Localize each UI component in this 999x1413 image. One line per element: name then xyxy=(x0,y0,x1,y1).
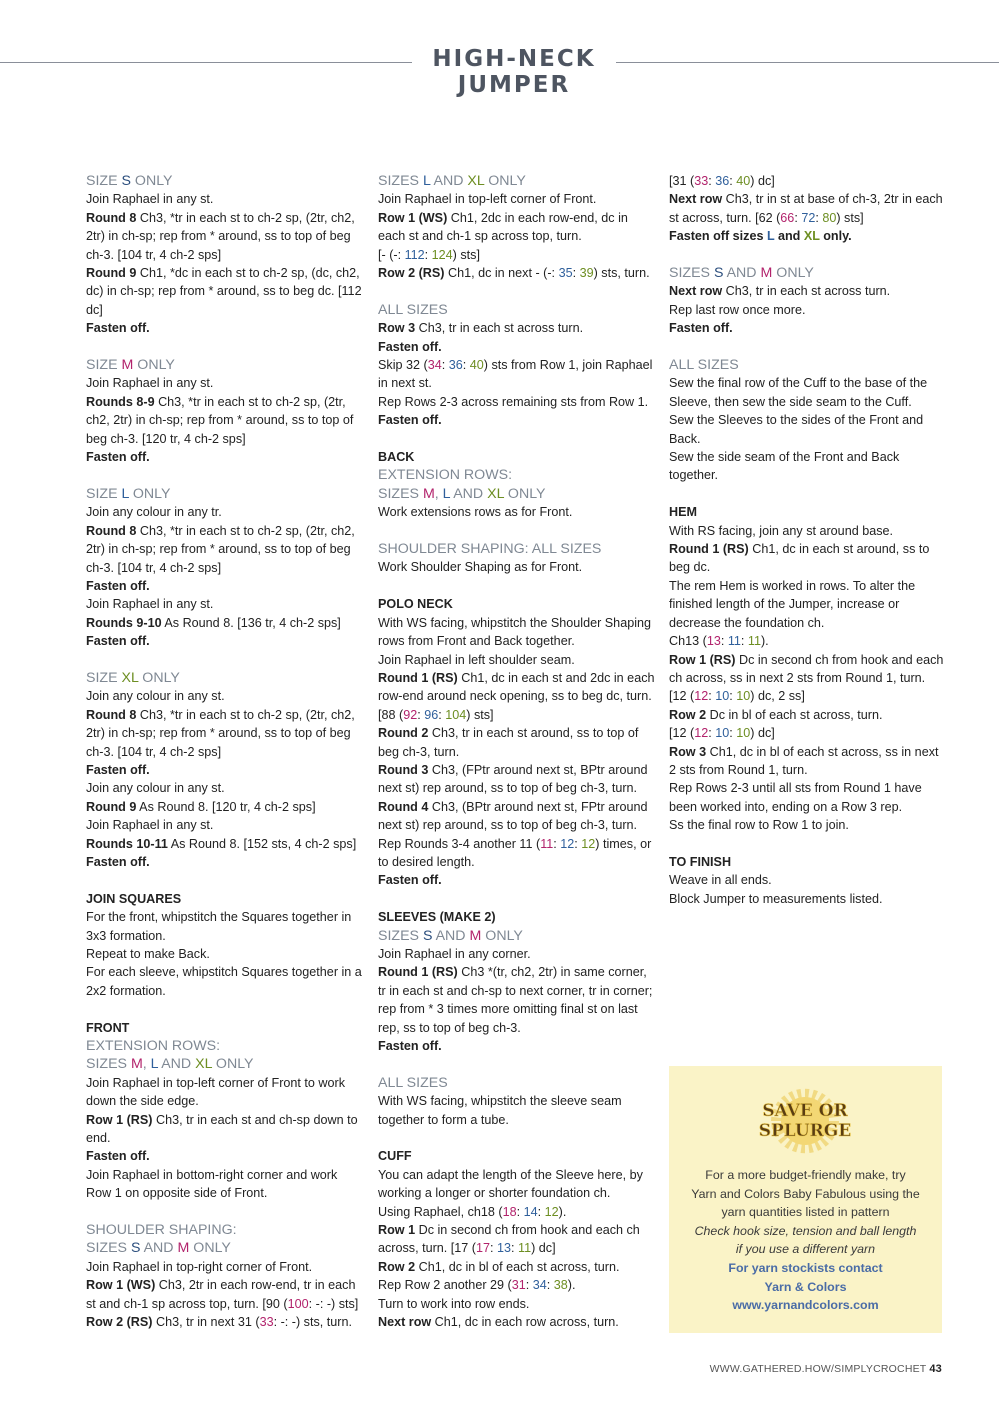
fasten-off: Fasten off. xyxy=(669,321,733,336)
instruction: Row 1 (RS) Ch3, tr in each st and ch-sp down to end. xyxy=(86,1112,358,1146)
column-1 xyxy=(86,172,364,1332)
text-line: You can adapt the length of the Sleeve here, by working a longer or shorter foundation ch. xyxy=(378,1167,643,1201)
text-line: Ch13 (13: 11: 11). xyxy=(669,634,769,649)
badge-text-line2: SPLURGE xyxy=(758,1121,852,1141)
text-line: For the front, whipstitch the Squares together in 3x3 formation. xyxy=(86,910,352,943)
section-heading-back: BACK xyxy=(378,450,415,465)
promo-line: Yarn and Colors Baby Fabulous using the xyxy=(691,1186,920,1201)
promo-text xyxy=(669,1166,942,1315)
text-line: Join any colour in any st. xyxy=(86,781,225,796)
fasten-off: Fasten off. xyxy=(86,321,150,336)
instruction: Round 9 As Round 8. [120 tr, 4 ch-2 sps] xyxy=(86,799,316,814)
section-heading-size-s: SIZE S ONLY xyxy=(86,173,173,189)
fasten-off: Fasten off. xyxy=(86,762,150,777)
instruction: Row 2 (RS) Ch3, tr in next 31 (33: -: -) sts, turn. xyxy=(86,1315,352,1330)
promo-line-contact: For yarn stockists contact xyxy=(728,1260,883,1275)
instruction: Round 1 (RS) Ch3 *(tr, ch2, 2tr) in same corner, tr in each st and ch-sp to next corner, tr in corner; rep from * 3 times more omitting final st on last rep, ss to top of beg ch-3. xyxy=(378,965,653,1035)
section-heading-sizes-l-xl: SIZES L AND XL ONLY xyxy=(378,173,526,189)
text-line: Join Raphael in any st. xyxy=(86,376,214,391)
badge-text-line1: SAVE OR xyxy=(762,1101,848,1121)
instruction: Row 2 Ch1, dc in bl of each st across, turn. xyxy=(378,1259,620,1274)
text-line: Sew the side seam of the Front and Back together. xyxy=(669,450,900,483)
subheading-sizes-s-m: SIZES S AND M ONLY xyxy=(378,927,523,944)
section-heading-all-sizes: ALL SIZES xyxy=(378,1074,448,1091)
text-line: Rep Row 2 another 29 (31: 34: 38). xyxy=(378,1278,576,1293)
text-line: Rep Rows 2-3 across remaining sts from Row 1. xyxy=(378,394,649,409)
promo-link[interactable]: www.yarnandcolors.com xyxy=(732,1298,879,1313)
section-heading-front: FRONT xyxy=(86,1020,130,1035)
text-line: Join Raphael in top-right corner of Front. xyxy=(86,1259,313,1274)
instruction: Round 3 Ch3, (FPtr around next st, BPtr around next st) rep around, ss to top of beg ch-3, turn. xyxy=(378,762,648,796)
instruction: Row 3 Ch1, dc in bl of each st across, ss in next 2 sts from Round 1, turn. xyxy=(669,744,939,777)
instruction: Row 1 Dc in second ch from hook and each ch across, turn. [17 (17: 13: 11) dc] xyxy=(378,1223,640,1256)
instruction: Fasten off sizes L and XL only. xyxy=(669,229,852,244)
section-heading-join-squares: JOIN SQUARES xyxy=(86,891,182,906)
instruction: Row 1 (RS) Dc in second ch from hook and each ch across, ss in next 2 sts from Round 1, turn. [12 (12: 10: 10) dc, 2 ss] xyxy=(669,652,944,704)
instruction: Round 8 Ch3, *tr in each st to ch-2 sp, (2tr, ch2, 2tr) in ch-sp; rep from * around, ss to top of beg ch-3. [104 tr, 4 ch-2 sps] xyxy=(86,210,355,262)
subheading-sizes-m-l-xl: SIZES M, L AND XL ONLY xyxy=(378,485,546,502)
instruction: Round 2 Ch3, tr in each st around, ss to top of beg ch-3, turn. xyxy=(378,726,639,759)
section-heading-cuff: CUFF xyxy=(378,1149,412,1164)
text-line: Join any colour in any tr. xyxy=(86,505,222,520)
page-title: HIGH-NECK JUMPER xyxy=(432,46,596,98)
instruction: Row 2 Dc in bl of each st across, turn. xyxy=(669,707,883,722)
instruction: Row 1 (WS) Ch3, 2tr in each row-end, tr in each st and ch-1 sp across top, turn. [90 (100: -: -) sts] xyxy=(86,1278,359,1311)
instruction: Rounds 10-11 As Round 8. [152 sts, 4 ch-2 sps] xyxy=(86,836,357,851)
subheading-shoulder-all-sizes: SHOULDER SHAPING: ALL SIZES xyxy=(378,541,602,558)
text-line: Join any colour in any st. xyxy=(86,689,225,704)
page-footer xyxy=(710,1363,942,1375)
text-line: Weave in all ends. xyxy=(669,873,772,888)
section-heading-all-sizes: ALL SIZES xyxy=(378,301,448,318)
instruction: Next row Ch1, dc in each row across, turn. xyxy=(378,1315,619,1330)
text-line: Join Raphael in bottom-right corner and work Row 1 on opposite side of Front. xyxy=(86,1167,338,1201)
fasten-off: Fasten off. xyxy=(378,1039,442,1054)
header-rule-left xyxy=(0,62,412,63)
section-heading-hem: HEM xyxy=(669,505,697,520)
instruction: Round 8 Ch3, *tr in each st to ch-2 sp, (2tr, ch2, 2tr) in ch-sp; rep from * around, ss to top of beg ch-3. [104 tr, 4 ch-2 sps] xyxy=(86,707,355,759)
text-line: With WS facing, whipstitch the sleeve seam together to form a tube. xyxy=(378,1094,622,1127)
instruction: Next row Ch3, tr in st at base of ch-3, 2tr in each st across, turn. [62 (66: 72: 80) sts] xyxy=(669,192,943,225)
text-line: Join Raphael in top-left corner of Front to work down the side edge. xyxy=(86,1075,345,1109)
subheading-sizes-m-l-xl: SIZES M, L AND XL ONLY xyxy=(86,1056,254,1073)
section-heading-polo-neck: POLO NECK xyxy=(378,597,453,612)
promo-line-italic: if you use a different yarn xyxy=(735,1242,876,1257)
text-line: Work Shoulder Shaping as for Front. xyxy=(378,560,583,575)
text-line: Join Raphael in left shoulder seam. xyxy=(378,652,575,667)
instruction: Row 2 (RS) Ch1, dc in next - (-: 35: 39) sts, turn. xyxy=(378,266,650,281)
section-heading-size-l: SIZE L ONLY xyxy=(86,485,171,502)
instruction: Round 9 Ch1, *dc in each st to ch-2 sp, (dc, ch2, dc) in ch-sp; rep from * around, ss to beg dc. [112 dc] xyxy=(86,266,362,317)
text-line: Repeat to make Back. xyxy=(86,947,210,961)
instruction: Round 1 (RS) Ch1, dc in each st around, ss to beg dc. xyxy=(669,542,930,575)
promo-line: For a more budget-friendly make, try xyxy=(705,1168,906,1182)
text-line: Join Raphael in any corner. xyxy=(378,946,531,961)
section-heading-to-finish: TO FINISH xyxy=(669,854,732,869)
instruction: Rounds 9-10 As Round 8. [136 tr, 4 ch-2 sps] xyxy=(86,615,341,630)
fasten-off: Fasten off. xyxy=(86,634,150,649)
instruction: Row 3 Ch3, tr in each st across turn. xyxy=(378,321,584,336)
text-line: Skip 32 (34: 36: 40) sts from Row 1, join Raphael in next st. xyxy=(378,358,653,391)
text-line: Work extensions rows as for Front. xyxy=(378,505,573,520)
text-line: [12 (12: 10: 10) dc] xyxy=(669,726,775,741)
fasten-off: Fasten off. xyxy=(86,1149,150,1164)
text-line: Join Raphael in top-left corner of Front. xyxy=(378,192,597,207)
save-or-splurge-badge xyxy=(748,1086,862,1156)
text-line: Ss the final row to Row 1 to join. xyxy=(669,818,849,833)
fasten-off: Fasten off. xyxy=(86,578,150,593)
subheading-shoulder-shaping: SHOULDER SHAPING: xyxy=(86,1222,237,1239)
text-line: Block Jumper to measurements listed. xyxy=(669,891,883,906)
footer-url[interactable]: WWW.GATHERED.HOW/SIMPLYCROCHET xyxy=(709,1363,927,1375)
instruction: Round 4 Ch3, (BPtr around next st, FPtr around next st) rep around, ss to top of beg ch-3, turn. xyxy=(378,799,648,833)
promo-line-brand: Yarn & Colors xyxy=(764,1279,847,1294)
subheading-extension-rows: EXTENSION ROWS: xyxy=(378,467,513,484)
text-line: With WS facing, whipstitch the Shoulder Shaping rows from Front and Back together. xyxy=(378,615,652,649)
instruction: Next row Ch3, tr in each st across turn. xyxy=(669,284,891,299)
text-line: [31 (33: 36: 40) dc] xyxy=(669,174,775,188)
subheading-extension-rows: EXTENSION ROWS: xyxy=(86,1038,221,1055)
page-number: 43 xyxy=(929,1363,942,1375)
section-heading-size-xl: SIZE XL ONLY xyxy=(86,669,180,686)
fasten-off: Fasten off. xyxy=(86,450,150,465)
text-line: Rep Rows 2-3 until all sts from Round 1 have been worked into, ending on a Row 3 rep. xyxy=(669,781,922,814)
text-line: Sew the final row of the Cuff to the base of the Sleeve, then sew the side seam to the Cuff. xyxy=(669,376,928,409)
column-2 xyxy=(378,172,656,1331)
fasten-off: Fasten off. xyxy=(378,873,442,888)
text-line: For each sleeve, whipstitch Squares together in a 2x2 formation. xyxy=(86,965,362,998)
fasten-off: Fasten off. xyxy=(378,413,442,428)
instruction: Row 1 (WS) Ch1, 2dc in each row-end, dc in each st and ch-1 sp across top, turn. xyxy=(378,210,628,244)
text-line: [- (-: 112: 124) sts] xyxy=(378,247,480,262)
section-heading-all-sizes: ALL SIZES xyxy=(669,357,739,374)
column-3 xyxy=(669,172,945,908)
text-line: Join Raphael in any st. xyxy=(86,597,214,612)
text-line: Sew the Sleeves to the sides of the Front and Back. xyxy=(669,413,924,446)
section-heading-size-m: SIZE M ONLY xyxy=(86,357,175,374)
text-line: With RS facing, join any st around base. xyxy=(669,523,894,538)
promo-line: yarn quantities listed in pattern xyxy=(721,1205,890,1220)
save-or-splurge-box xyxy=(669,1066,942,1333)
text-line: Rep last row once more. xyxy=(669,302,806,317)
section-heading-sleeves: SLEEVES (MAKE 2) xyxy=(378,910,496,925)
fasten-off: Fasten off. xyxy=(86,854,150,869)
text-line: The rem Hem is worked in rows. To alter the finished length of the Jumper, increase or decrease the foundation ch. xyxy=(669,578,916,630)
promo-line-italic: Check hook size, tension and ball length xyxy=(694,1223,917,1238)
instruction: Round 1 (RS) Ch1, dc in each st and 2dc in each row-end around neck opening, ss to beg dc, turn. [88 (92: 96: 104) sts] xyxy=(378,670,655,722)
text-line: Using Raphael, ch18 (18: 14: 12). xyxy=(378,1204,567,1219)
instruction: Round 8 Ch3, *tr in each st to ch-2 sp, (2tr, ch2, 2tr) in ch-sp; rep from * around, ss to top of beg ch-3. [104 tr, 4 ch-2 sps] xyxy=(86,523,355,575)
text-line: Rep Rounds 3-4 another 11 (11: 12: 12) times, or to desired length. xyxy=(378,836,652,869)
text-line: Join Raphael in any st. xyxy=(86,192,214,207)
header-rule-right xyxy=(616,62,999,63)
subheading-sizes-s-m: SIZES S AND M ONLY xyxy=(86,1240,231,1257)
section-heading-sizes-s-m: SIZES S AND M ONLY xyxy=(669,265,814,282)
text-line: Turn to work into row ends. xyxy=(378,1296,530,1311)
instruction: Rounds 8-9 Ch3, *tr in each st to ch-2 sp, (2tr, ch2, 2tr) in ch-sp; rep from * around, ss to top of beg ch-3. [120 tr, 4 ch-2 sps] xyxy=(86,394,354,446)
text-line: Join Raphael in any st. xyxy=(86,818,214,833)
fasten-off: Fasten off. xyxy=(378,339,442,354)
